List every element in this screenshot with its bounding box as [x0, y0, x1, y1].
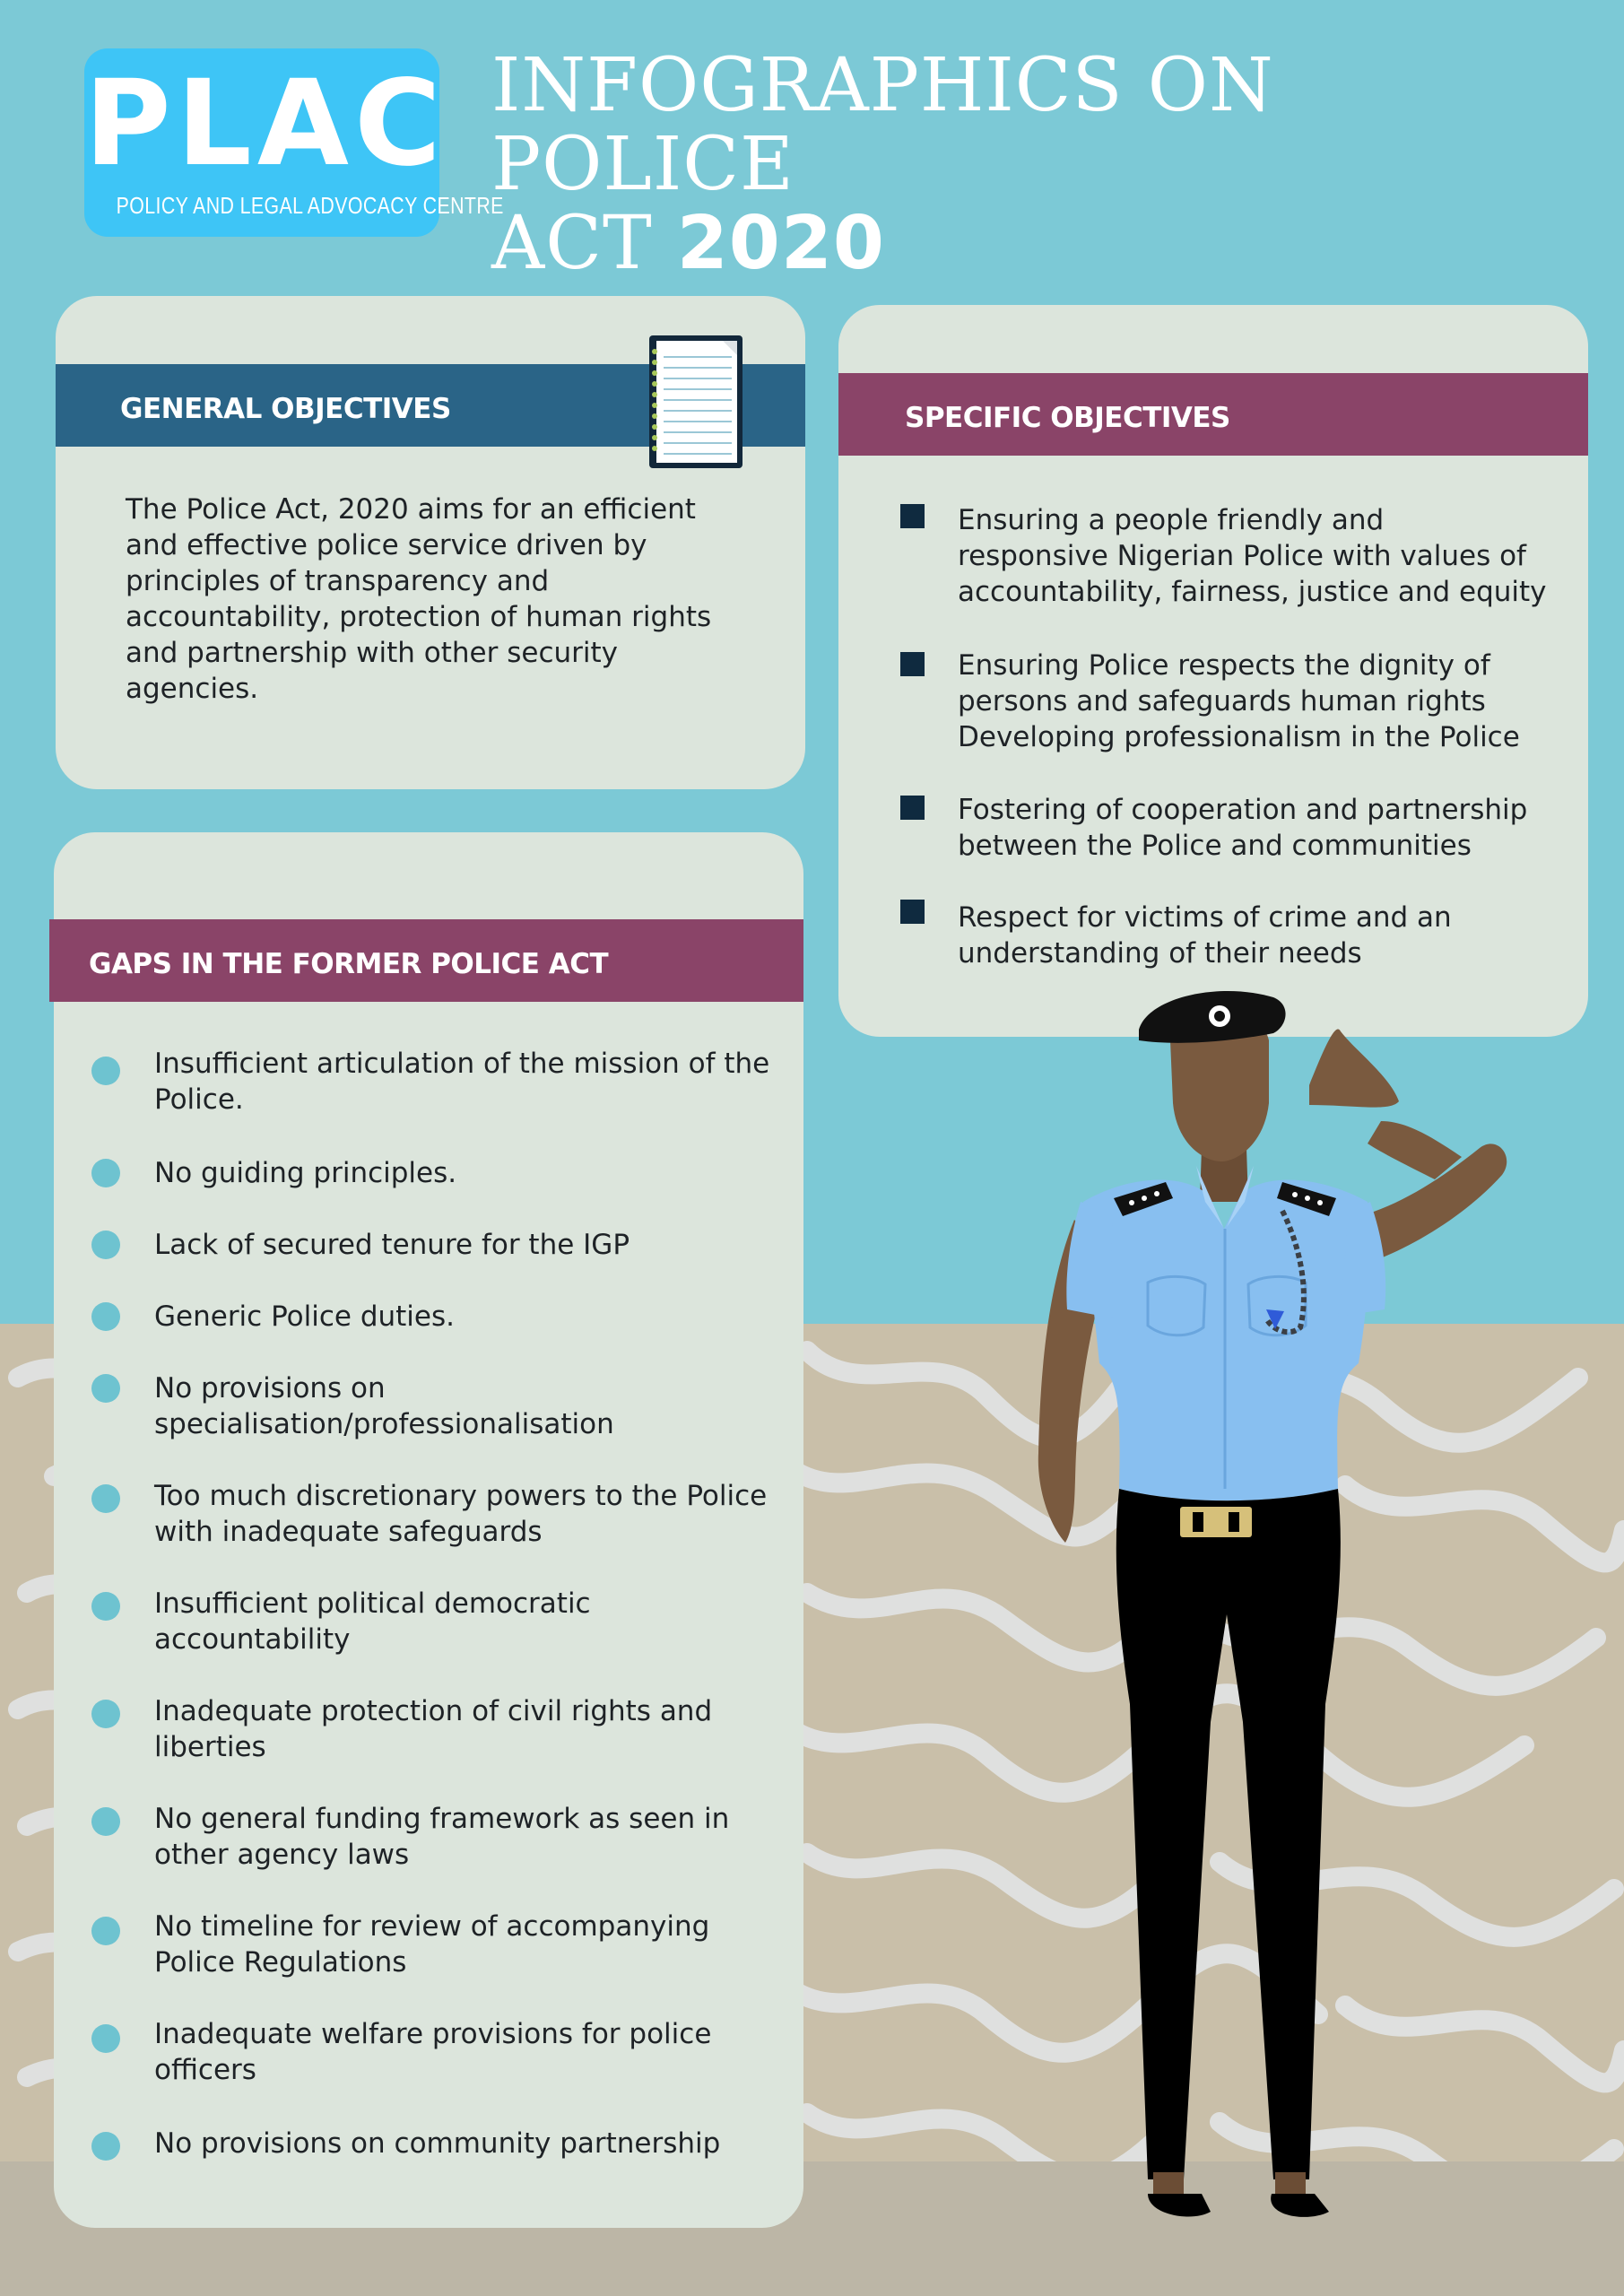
specific-objectives-heading: SPECIFIC OBJECTIVES — [905, 402, 1230, 434]
circle-bullet-icon — [91, 1700, 120, 1728]
circle-bullet-icon — [91, 1057, 120, 1085]
title-line-1: INFOGRAPHICS ON POLICE — [491, 43, 1274, 207]
item-line: persons and safeguards human rights — [958, 685, 1486, 718]
circle-bullet-icon — [91, 1374, 120, 1403]
gap-item — [154, 2016, 791, 2088]
item-line: No general funding framework as seen in — [154, 1803, 730, 1835]
item-line: specialisation/professionalisation — [154, 1408, 614, 1440]
item-line: liberties — [154, 1731, 266, 1763]
gap-item — [154, 1909, 791, 1980]
item-line: accountability — [154, 1623, 351, 1656]
item-line: Too much discretionary powers to the Police — [154, 1480, 768, 1512]
gaps-heading: GAPS IN THE FORMER POLICE ACT — [89, 948, 609, 980]
item-line: Lack of secured tenure for the IGP — [154, 1229, 630, 1261]
general-objectives-line: and effective police service driven by — [126, 529, 647, 561]
general-objectives-text — [126, 491, 771, 707]
item-line: Inadequate welfare provisions for police — [154, 2018, 712, 2050]
right-shoe — [1271, 2194, 1329, 2217]
saluting-hand — [1309, 1030, 1399, 1108]
item-line: accountability, fairness, justice and equity — [958, 576, 1547, 608]
page-title — [491, 43, 1568, 286]
specific-objective-item — [958, 502, 1576, 610]
plac-logo — [84, 48, 504, 237]
general-objectives-line: The Police Act, 2020 aims for an efficient — [126, 493, 696, 526]
title-year: 2020 — [676, 201, 885, 286]
item-line: other agency laws — [154, 1839, 410, 1871]
square-bullet-icon — [900, 504, 925, 528]
general-objectives-line: principles of transparency and — [126, 565, 550, 597]
item-line: Respect for victims of crime and an — [958, 901, 1452, 934]
specific-objective-item — [958, 900, 1576, 971]
item-line: Developing professionalism in the Police — [958, 721, 1520, 753]
gap-item — [154, 1370, 791, 1442]
gap-item — [154, 1227, 791, 1263]
square-bullet-icon — [900, 796, 925, 820]
item-line: Ensuring Police respects the dignity of — [958, 649, 1490, 682]
item-line: Police. — [154, 1083, 244, 1116]
item-line: Insufficient political democratic — [154, 1587, 591, 1620]
gap-item — [154, 1046, 791, 1118]
item-line: between the Police and communities — [958, 830, 1472, 862]
uniform-trousers — [1116, 1489, 1341, 2179]
item-line: Police Regulations — [154, 1946, 407, 1979]
title-line-2 — [491, 201, 1568, 286]
general-objectives-line: and partnership with other security — [126, 637, 618, 669]
item-line: Generic Police duties. — [154, 1300, 455, 1333]
item-line: No provisions on — [154, 1372, 386, 1405]
circle-bullet-icon — [91, 1231, 120, 1259]
item-line: No provisions on community partnership — [154, 2127, 721, 2160]
police-officer-illustration — [1013, 987, 1533, 2224]
circle-bullet-icon — [91, 1592, 120, 1621]
gap-item — [154, 1586, 791, 1657]
circle-bullet-icon — [91, 1302, 120, 1331]
general-objectives-heading: GENERAL OBJECTIVES — [120, 393, 451, 425]
item-line: Insufficient articulation of the mission of the — [154, 1048, 770, 1080]
belt-buckle — [1180, 1507, 1252, 1537]
circle-bullet-icon — [91, 2024, 120, 2053]
specific-objective-item — [958, 648, 1576, 755]
left-shoe — [1148, 2194, 1211, 2217]
gap-item — [154, 1693, 791, 1765]
square-bullet-icon — [900, 900, 925, 924]
item-line: officers — [154, 2054, 256, 2086]
specific-objectives-band — [838, 373, 1588, 456]
circle-bullet-icon — [91, 1484, 120, 1513]
general-objectives-line: agencies. — [126, 673, 259, 705]
gaps-band — [49, 919, 803, 1002]
gap-item — [154, 1299, 791, 1335]
item-line: understanding of their needs — [958, 937, 1362, 970]
logo-subtitle: POLICY AND LEGAL ADVOCACY CENTRE — [116, 192, 504, 219]
general-objectives-line: accountability, protection of human rights — [126, 601, 712, 633]
item-line: responsive Nigerian Police with values of — [958, 540, 1526, 572]
item-line: Inadequate protection of civil rights and — [154, 1695, 713, 1727]
circle-bullet-icon — [91, 1807, 120, 1836]
gap-item — [154, 1478, 791, 1550]
notebook-icon — [647, 334, 744, 470]
logo-wordmark: PLAC — [84, 55, 447, 193]
gap-item — [154, 1155, 791, 1191]
circle-bullet-icon — [91, 1917, 120, 1945]
gap-item — [154, 2126, 791, 2161]
item-line: with inadequate safeguards — [154, 1516, 543, 1548]
item-line: Fostering of cooperation and partnership — [958, 794, 1528, 826]
circle-bullet-icon — [91, 2132, 120, 2161]
gap-item — [154, 1801, 791, 1873]
title-act: ACT — [491, 201, 653, 286]
specific-objective-item — [958, 792, 1576, 864]
item-line: No timeline for review of accompanying — [154, 1910, 710, 1943]
square-bullet-icon — [900, 652, 925, 676]
item-line: No guiding principles. — [154, 1157, 457, 1189]
item-line: Ensuring a people friendly and — [958, 504, 1385, 536]
circle-bullet-icon — [91, 1159, 120, 1187]
